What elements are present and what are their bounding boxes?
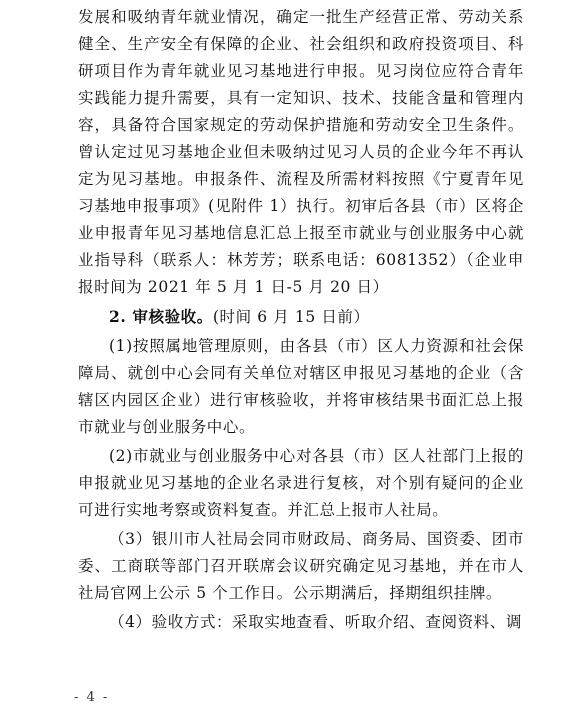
section-deadline: (时间 6 月 15 日前） bbox=[212, 308, 370, 326]
document-body bbox=[78, 4, 524, 638]
paragraph-application-details: 发展和吸纳青年就业情况，确定一批生产经营正常、劳动关系健全、生产安全有保障的企业、社会组织和政府投资项目、科研项目作为青年就业见习基地进行申报。见习岗位应符合青年实践能力提升需要，具有一定知识、技术、技能含量和管理内容，具备符合国家规定的劳动保护措施和劳动安全卫生条件。曾认定过见习基地企业但未吸纳过见习人员的企业今年不再认定为见习基地。申报条件、流程及所需材料按照《宁夏青年见习基地申报事项》(见附件 1）执行。初审后各县（市）区将企业申报青年见习基地信息汇总上报至市就业与创业服务中心就业指导科（联系人：林芳芳；联系电话：6081352）（企业申报时间为 2021 年 5 月 1 日-5 月 20 日） bbox=[78, 8, 524, 296]
paragraph-step-3: （3）银川市人社局会同市财政局、商务局、国资委、团市委、工商联等部门召开联席会议研究确定见习基地，并在市人社局官网上公示 5 个工作日。公示期满后，择期组织挂牌。 bbox=[78, 530, 524, 602]
paragraph-step-2: (2)市就业与创业服务中心对各县（市）区人社部门上报的申报就业见习基地的企业名录进行复核，对个别有疑问的企业可进行实地考察或资料复查。并汇总上报市人社局。 bbox=[78, 447, 524, 519]
page-number: - 4 - bbox=[74, 690, 110, 705]
section-title-review: 2. 审核验收。 bbox=[109, 307, 213, 326]
paragraph-step-1: (1)按照属地管理原则，由各县（市）区人力资源和社会保障局、就创中心会同有关单位对辖区申报见习基地的企业（含辖区内园区企业）进行审核验收，并将审核结果书面汇总上报市就业与创业服务中心。 bbox=[78, 337, 524, 436]
paragraph-review-heading bbox=[78, 303, 524, 331]
paragraph-step-4: （4）验收方式：采取实地查看、听取介绍、查阅资料、调 bbox=[109, 613, 522, 631]
